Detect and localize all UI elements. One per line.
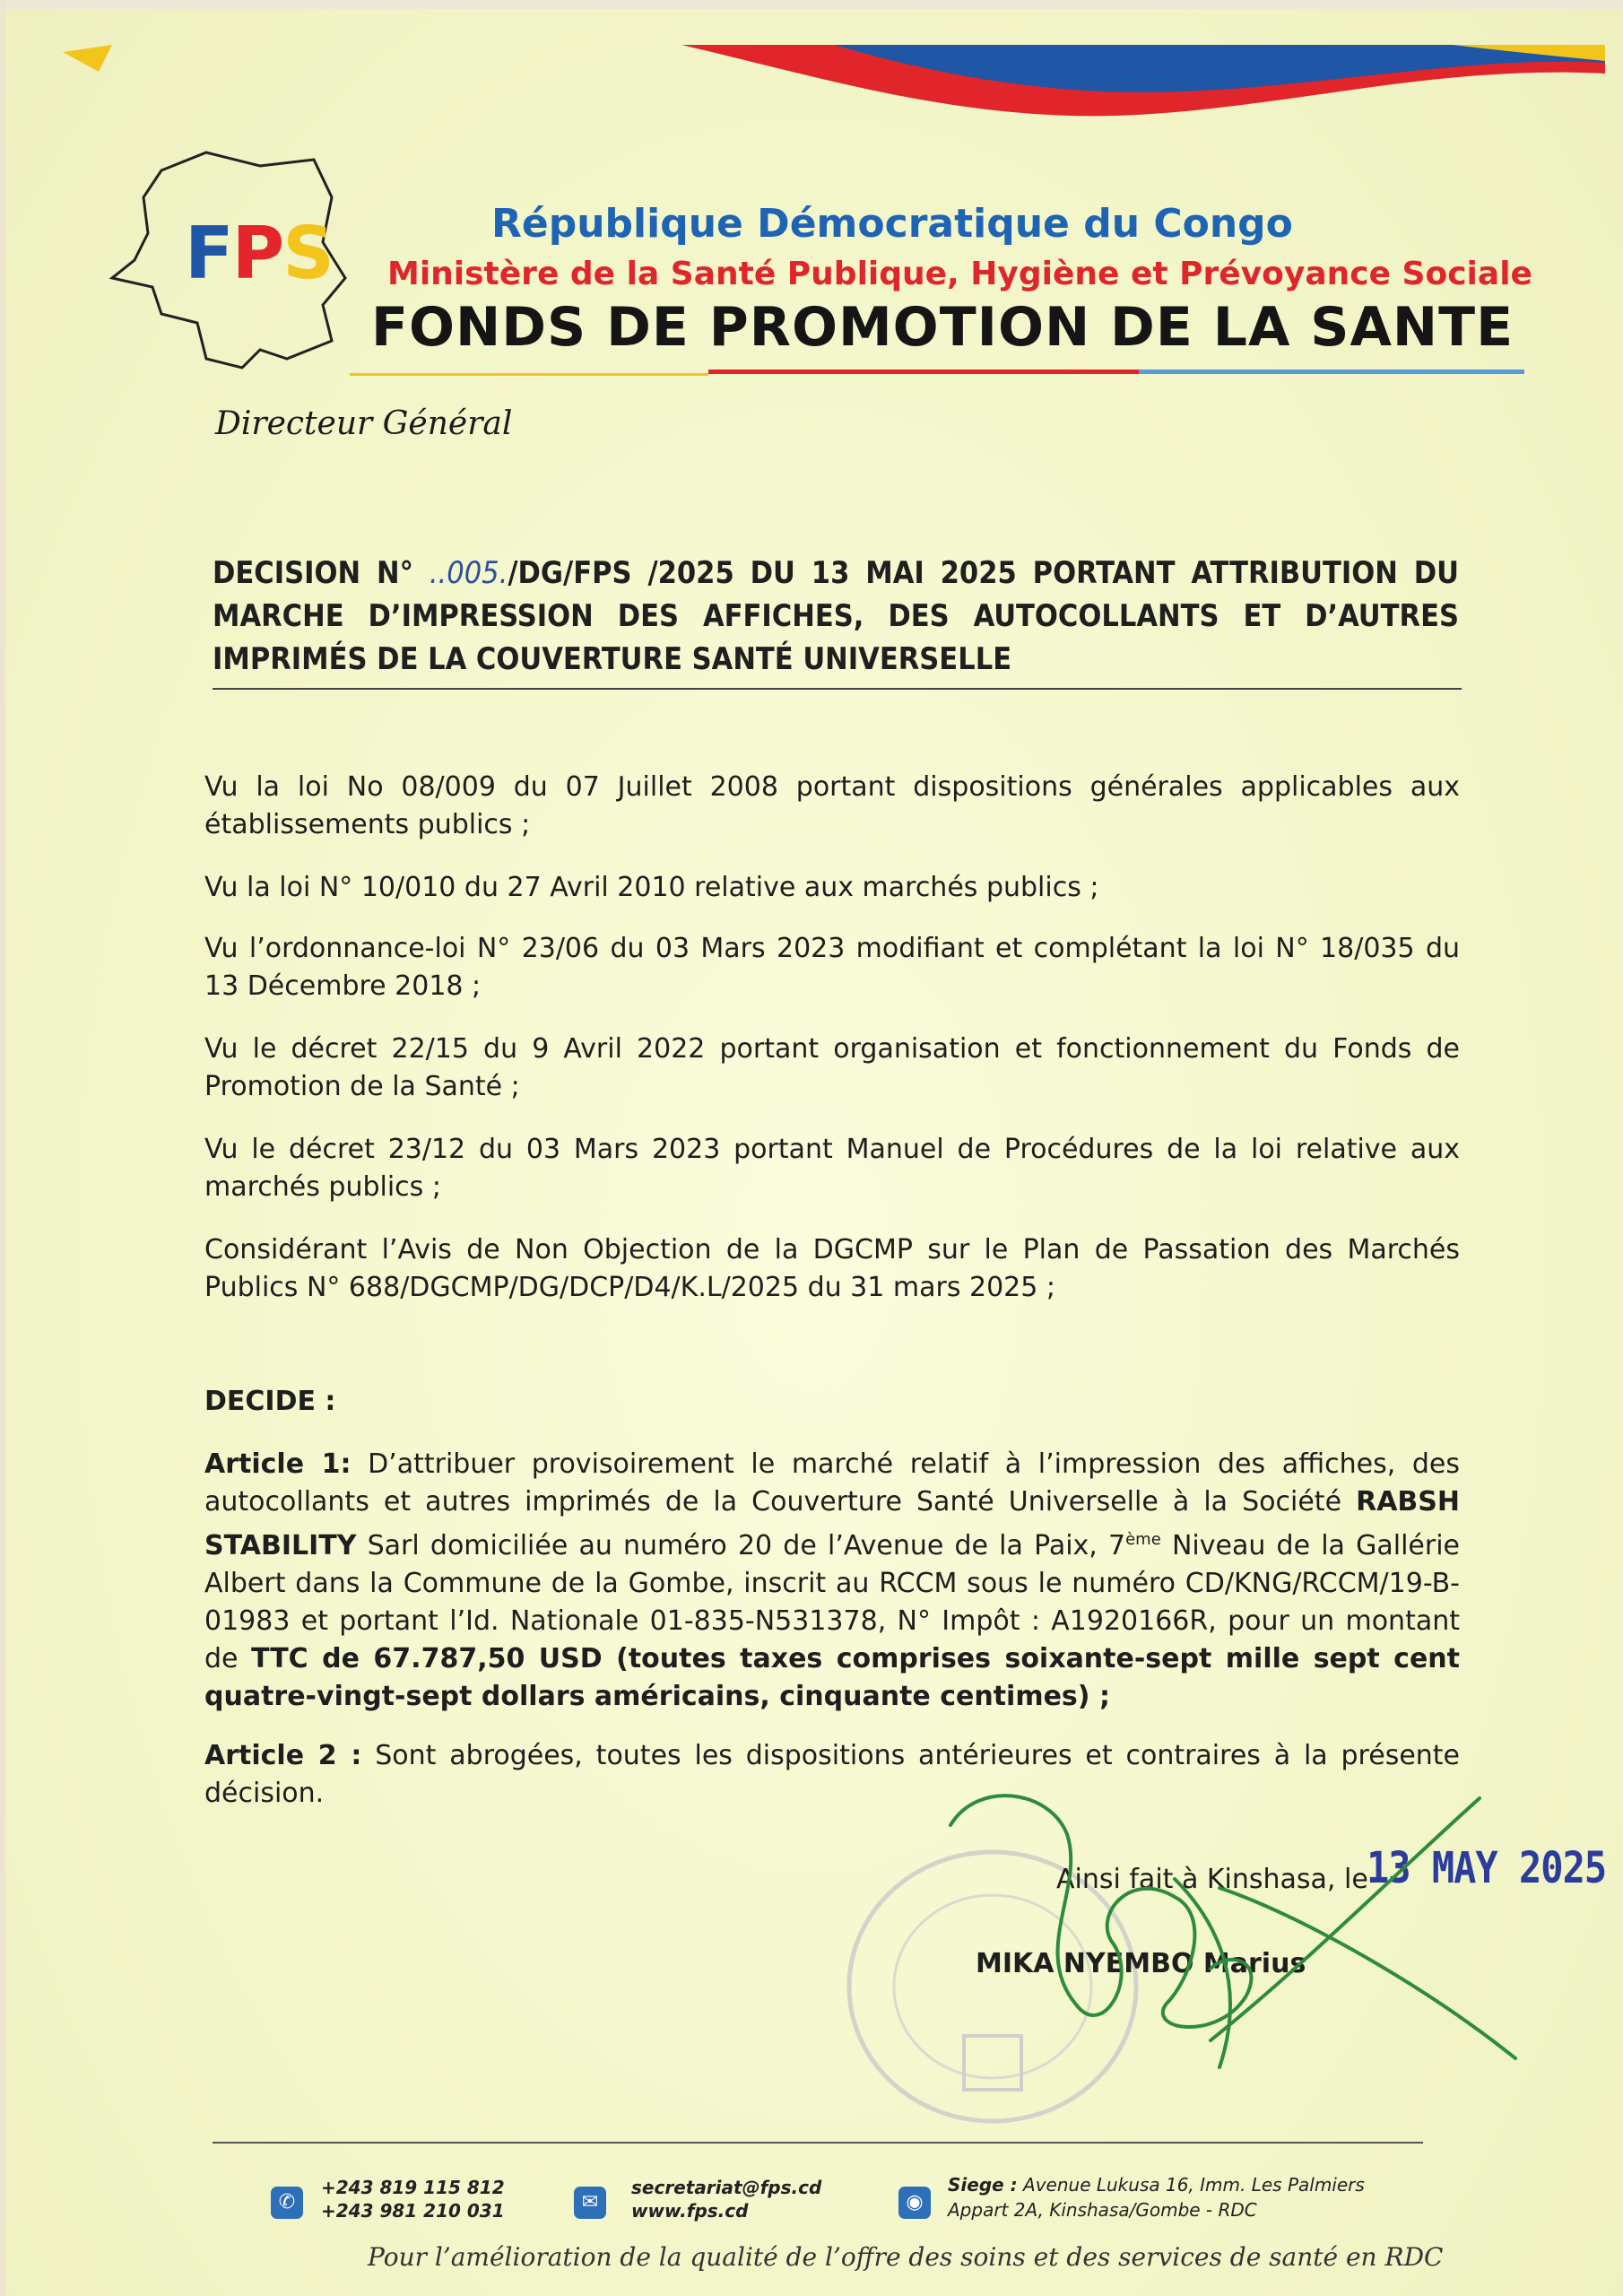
article-2-text: Sont abrogées, toutes les dispositions antérieures et contraires à la présente décision. [204,1740,1461,1809]
siege-line-2: Appart 2A, Kinshasa/Gombe - RDC [948,2199,1257,2221]
fps-logo [185,212,333,295]
logo-letter-f [185,212,333,295]
header-rule-yellow [350,373,708,376]
address-line-1 [948,2172,1365,2197]
header-rule-blue [1139,370,1524,374]
date-stamp: 13 MAY 2025 [1367,1842,1607,1893]
consideration-3: Vu l’ordonnance-loi N° 23/06 du 03 Mars 2023 modifiant et complétant la loi N° 18/035 du 13 Décembre 2018 ; [204,933,1460,1002]
logo-letter: F [185,212,232,295]
siege-line-1: Avenue Lukusa 16, Imm. Les Palmiers [1017,2174,1365,2196]
article-1-text-c: Niveau de la Gallérie Albert dans la Commune de la Gombe, inscrit au RCCM sous le numéro CD/KNG/RCCM/19-B-01983 et portant l’Id. Nationale 01-835-N531378, N° Impôt : A1920166R, pour un montant de [204,1530,1461,1674]
footer-contacts [631,2176,821,2222]
title-underline [213,688,1462,690]
footer-rule [213,2142,1423,2144]
email-icon: ✉ [574,2187,606,2219]
logo-letter: P [231,212,283,295]
ordinal-suffix: ème [1125,1530,1161,1549]
company-name: RABSH STABILITY [204,1486,1460,1561]
consideration-1: Vu la loi No 08/009 du 07 Juillet 2008 portant dispositions générales applicables aux établissements publics ; [204,771,1460,840]
siege-label: Siege : [948,2174,1018,2196]
contract-amount: TTC de 67.787,50 USD (toutes taxes comprises soixante-sept mille sept cent quatre-vingt-sept dollars américains, cinquante centimes) ; [204,1643,1460,1712]
decision-number: ..005. [429,555,508,591]
consideration-5: Vu le décret 23/12 du 03 Mars 2023 portant Manuel de Procédures de la loi relative aux marchés publics ; [204,1134,1460,1203]
phone-icon: ✆ [271,2187,303,2219]
agency-name: FONDS DE PROMOTION DE LA SANTE [371,296,1515,359]
footer-phones [321,2176,505,2222]
consideration-4: Vu le décret 22/15 du 9 Avril 2022 portant organisation et fonctionnement du Fonds de Promotion de la Santé ; [204,1033,1460,1102]
phone-number-1: +243 819 115 812 [321,2177,505,2198]
consideration-2: Vu la loi N° 10/010 du 27 Avril 2010 relative aux marchés publics ; [204,872,1099,903]
phone-number-2: +243 981 210 031 [321,2200,505,2222]
footer-address [948,2172,1365,2222]
scan-left-edge [0,0,5,2296]
ministry-name: Ministère de la Santé Publique, Hygiène et Prévoyance Sociale [387,256,1532,292]
article-1-text-a: D’attribuer provisoirement le marché relatif à l’impression des affiches, des autocollants et autres imprimés de la Couverture Santé Universelle à la Société [204,1448,1460,1518]
article-1-label: Article 1: [204,1448,352,1480]
website-link[interactable]: www.fps.cd [631,2200,749,2222]
header-rule-red [708,370,1139,374]
signatory-name: MIKA NYEMBO Marius [976,1948,1306,1979]
article-2-label: Article 2 : [204,1740,362,1771]
logo-letter: S [282,212,333,295]
footer-slogan: Pour l’amélioration de la qualité de l’offre des soins et des services de santé en RDC [368,2242,1444,2272]
location-pin-icon: ◉ [898,2187,931,2219]
title-prefix: DECISION N° [213,555,430,591]
title-rest: /DG/FPS /2025 DU 13 MAI 2025 PORTANT ATTRIBUTION DU MARCHE D’IMPRESSION DES AFFICHES, DES AUTOCOLLANTS ET D’AUTRES IMPRIMÉS DE LA COUVERTURE SANTÉ UNIVERSELLE [213,555,1459,677]
article-1 [204,1446,1460,1716]
decide-heading: DECIDE : [204,1386,336,1417]
article-1-text-b: Sarl domiciliée au numéro 20 de l’Avenue de la Paix, 7 [356,1530,1126,1561]
email-address[interactable]: secretariat@fps.cd [631,2177,822,2198]
decision-title [213,552,1459,681]
scan-top-edge [0,0,1623,9]
office-title: Directeur Général [215,405,513,442]
handwritten-signature [924,1771,1605,2112]
place-of-signing: Ainsi fait à Kinshasa, le [1056,1864,1368,1895]
consideration-6: Considérant l’Avis de Non Objection de la DGCMP sur le Plan de Passation des Marchés Publics N° 688/DGCMP/DG/DCP/D4/K.L/2025 du 31 mars 2025 ; [204,1234,1460,1303]
country-name: République Démocratique du Congo [491,201,1293,247]
header-color-band [63,45,1605,117]
